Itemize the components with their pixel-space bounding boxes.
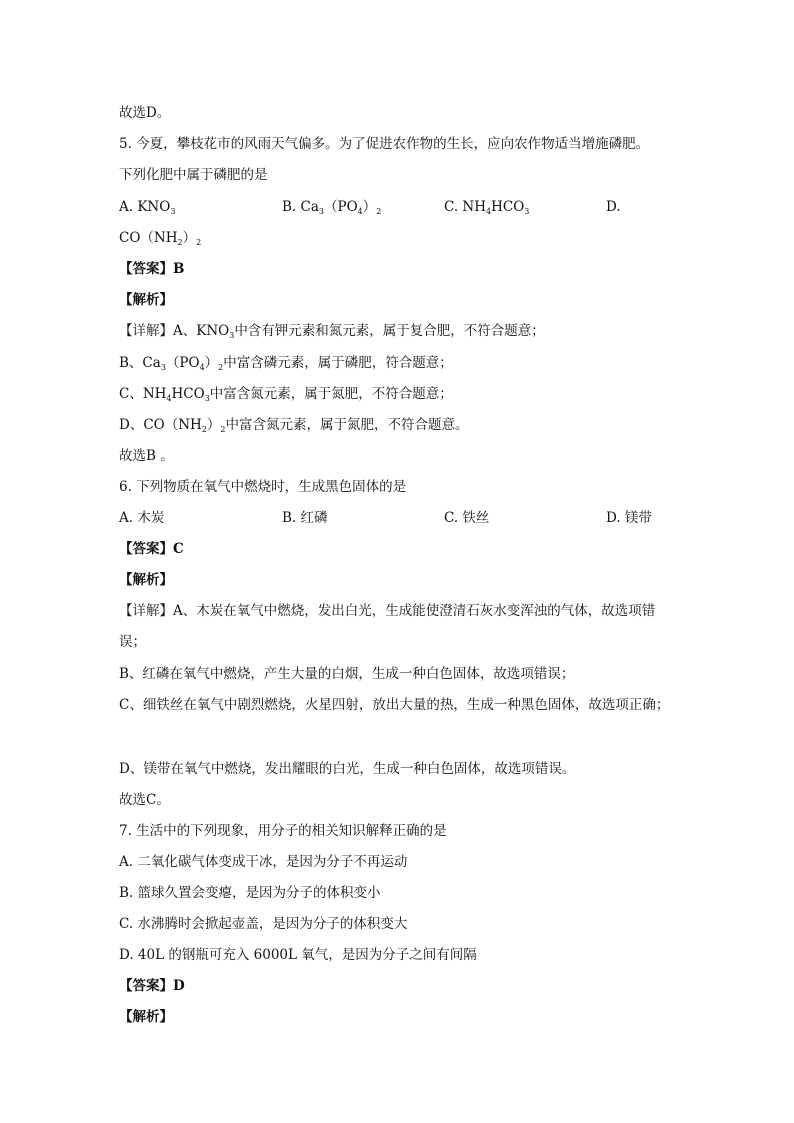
q7-analysis-heading: 【解析】	[119, 1009, 173, 1025]
q5-option-a: A. $KNO_3$	[119, 199, 176, 216]
q6-detail-c: C、细铁丝在氧气中剧烈燃烧，火星四射，放出大量的热，生成一种黑色固体，故选项正确；	[119, 697, 670, 713]
prev-conclusion: 故选D。	[119, 105, 171, 121]
q6-answer: 【答案】C	[119, 541, 184, 557]
q5-option-b: B. $Ca_3(PO_4)_2$	[282, 199, 382, 216]
q7-answer: 【答案】D	[119, 978, 185, 994]
q5-detail-a: 【详解】A、$KNO_3$中含有钾元素和氮元素，属于复合肥，不符合题意；	[119, 323, 545, 340]
q5-analysis-heading: 【解析】	[119, 292, 173, 308]
q5-detail-d: D、$CO(NH_2)_2$中富含氮元素，属于氮肥，不符合题意。	[119, 417, 469, 434]
q6-detail-d: D、镁带在氧气中燃烧，发出耀眼的白光，生成一种白色固体，故选项错误。	[119, 761, 576, 777]
q5-answer: 【答案】B	[119, 261, 185, 277]
q6-option-b: B. 红磷	[282, 510, 328, 526]
q5-conclusion: 故选B 。	[119, 448, 174, 464]
q7-option-b: B. 篮球久置会变瘪，是因为分子的体积变小	[119, 885, 381, 901]
q6-stem: 6. 下列物质在氧气中燃烧时，生成黑色固体的是	[119, 479, 407, 495]
q6-option-a: A. 木炭	[119, 510, 165, 526]
q6-detail-b: B、红磷在氧气中燃烧，产生大量的白烟，生成一种白色固体，故选项错误；	[119, 666, 575, 682]
q5-stem-line2: 下列化肥中属于磷肥的是	[119, 167, 268, 183]
q5-detail-c: C、$NH_4HCO_3$中富含氮元素，属于氮肥，不符合题意；	[119, 386, 453, 403]
q6-detail-a: 【详解】A、木炭在氧气中燃烧，发出白光，生成能使澄清石灰水变浑浊的气体，故选项错	[119, 603, 656, 619]
q5-detail-b: B、$Ca_3(PO_4)_2$中富含磷元素，属于磷肥，符合题意；	[119, 355, 453, 372]
q6-conclusion: 故选C。	[119, 792, 170, 808]
q6-analysis-heading: 【解析】	[119, 572, 173, 588]
q6-option-d: D. 镁带	[606, 510, 652, 526]
q7-option-a: A. 二氧化碳气体变成干冰，是因为分子不再运动	[119, 854, 408, 870]
q5-option-d: D.	[606, 199, 621, 215]
q6-detail-a-cont: 误；	[119, 634, 146, 650]
q7-stem: 7. 生活中的下列现象，用分子的相关知识解释正确的是	[119, 823, 447, 839]
q6-option-c: C. 铁丝	[444, 510, 490, 526]
q7-option-d: D. 40L 的钢瓶可充入 6000L 氧气，是因为分子之间有间隔	[119, 947, 477, 963]
q7-option-c: C. 水沸腾时会掀起壶盖，是因为分子的体积变大	[119, 916, 408, 932]
q5-stem-line1: 5. 今夏，攀枝花市的风雨天气偏多。为了促进农作物的生长，应向农作物适当增施磷肥。	[119, 136, 650, 152]
q5-option-d-formula: $CO(NH_2)_2$	[119, 230, 202, 247]
q5-option-c: C. $NH_4HCO_3$	[444, 199, 530, 216]
